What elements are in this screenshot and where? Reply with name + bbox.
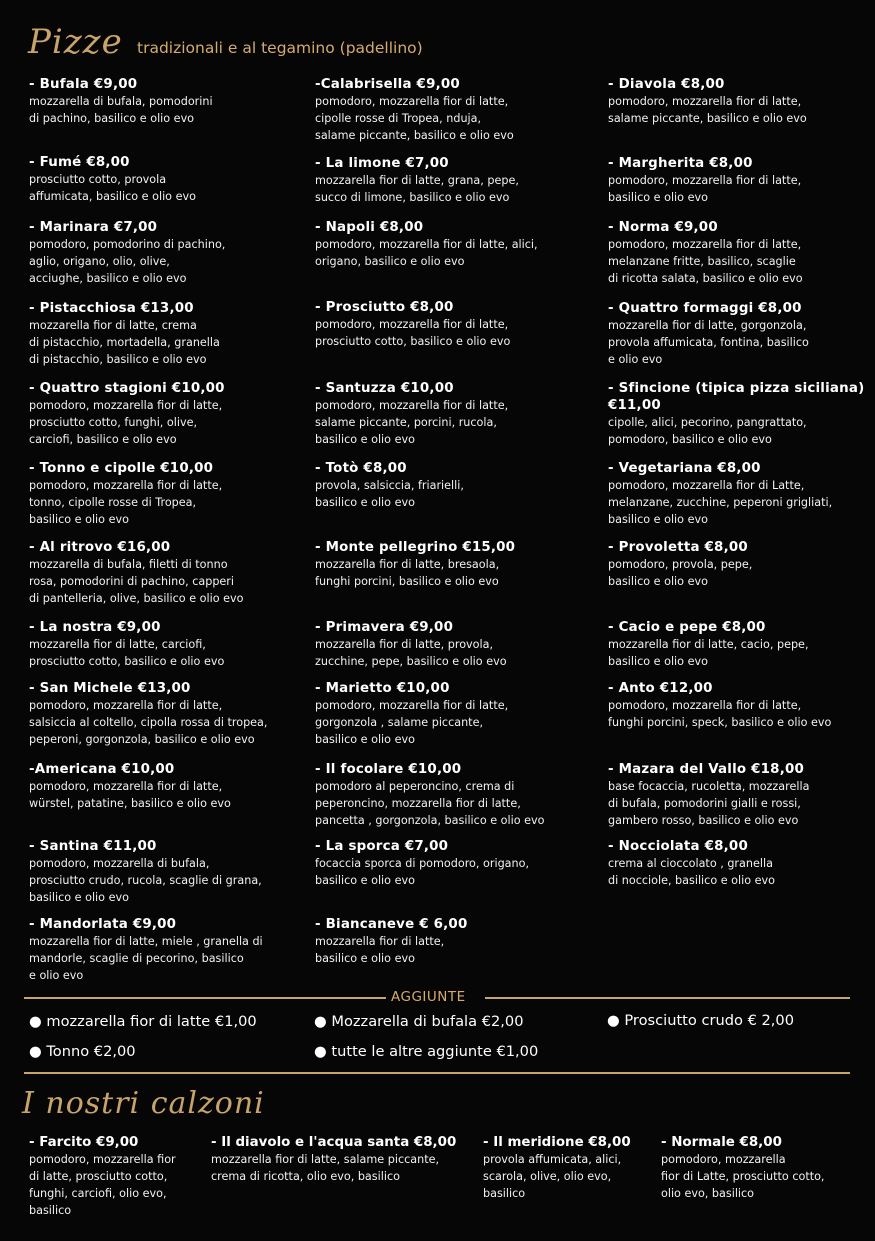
item-name: - Prosciutto €8,00 — [315, 300, 454, 315]
menu-item — [608, 838, 875, 889]
menu-item — [315, 761, 595, 829]
menu-item — [315, 380, 595, 448]
item-name: -Calabrisella €9,00 — [315, 77, 460, 92]
item-description: pomodoro, mozzarella fior di latte, prosciutto cotto, funghi, carciofi, olio evo, basilico — [29, 1153, 176, 1217]
item-description: mozzarella fior di latte, cacio, pepe, basilico e olio evo — [608, 638, 809, 668]
item-description: mozzarella fior di latte, provola, zucchine, pepe, basilico e olio evo — [315, 638, 507, 668]
calzone-item — [483, 1134, 631, 1202]
menu-item — [29, 838, 309, 906]
item-description: pomodoro al peperoncino, crema di peperoncino, mozzarella fior di latte, pancetta , gorgonzola, basilico e olio evo — [315, 780, 545, 827]
item-name: - Primavera €9,00 — [315, 620, 454, 635]
item-name: - Cacio e pepe €8,00 — [608, 620, 766, 635]
item-description: pomodoro, mozzarella fior di latte, salsiccia al coltello, cipolla rossa di tropea, peperoni, gorgonzola, basilico e olio evo — [29, 699, 268, 746]
item-name: - La nostra €9,00 — [29, 620, 161, 635]
menu-item — [315, 155, 595, 206]
menu-item — [29, 761, 309, 812]
menu-item — [315, 838, 595, 889]
pizze-title: Pizze — [28, 22, 123, 62]
item-description: mozzarella di bufala, pomodorini di pachino, basilico e olio evo — [29, 95, 213, 125]
calzone-item — [29, 1134, 176, 1219]
menu-item — [608, 619, 875, 670]
item-description: mozzarella fior di latte, basilico e olio evo — [315, 935, 445, 965]
item-description: pomodoro, mozzarella di bufala, prosciutto crudo, rucola, scaglie di grana, basilico e olio evo — [29, 857, 262, 904]
item-description: pomodoro, mozzarella fior di latte, salame piccante, basilico e olio evo — [608, 95, 807, 125]
menu-item — [315, 539, 595, 590]
menu-item — [29, 76, 309, 127]
menu-item — [29, 680, 309, 748]
calzone-item — [661, 1134, 825, 1202]
item-description: pomodoro, mozzarella fior di latte, würstel, patatine, basilico e olio evo — [29, 780, 231, 810]
addon-item: ● mozzarella fior di latte €1,00 — [29, 1013, 257, 1030]
item-name: - San Michele €13,00 — [29, 681, 191, 696]
pizze-subtitle: tradizionali e al tegamino (padellino) — [137, 39, 423, 57]
menu-item — [315, 299, 595, 350]
menu-item — [608, 76, 875, 127]
menu-item — [29, 219, 309, 287]
item-name: - La sporca €7,00 — [315, 839, 449, 854]
item-name: -Americana €10,00 — [29, 762, 175, 777]
item-name: - La limone €7,00 — [315, 156, 449, 171]
item-name: - Totò €8,00 — [315, 461, 407, 476]
menu-item — [29, 916, 309, 984]
item-name: - Farcito €9,00 — [29, 1135, 139, 1150]
calzone-item — [211, 1134, 456, 1185]
item-description: mozzarella fior di latte, gorgonzola, provola affumicata, fontina, basilico e olio evo — [608, 319, 809, 366]
item-name: - Monte pellegrino €15,00 — [315, 540, 516, 555]
item-name: - Biancaneve € 6,00 — [315, 917, 468, 932]
menu-item — [29, 380, 309, 448]
aggiunte-label: AGGIUNTE — [391, 989, 466, 1005]
item-description: mozzarella di bufala, filetti di tonno rosa, pomodorini di pachino, capperi di pantelleria, olive, basilico e olio evo — [29, 558, 244, 605]
menu-item — [29, 154, 309, 205]
menu-item — [608, 300, 875, 368]
item-name: - Fumé €8,00 — [29, 155, 130, 170]
item-name: - Il meridione €8,00 — [483, 1135, 631, 1150]
item-name: - Provoletta €8,00 — [608, 540, 748, 555]
item-description: pomodoro, mozzarella fior di latte, tonno, cipolle rosse di Tropea, basilico e olio evo — [29, 479, 223, 526]
item-description: provola, salsiccia, friarielli, basilico e olio evo — [315, 479, 464, 509]
menu-item — [315, 76, 595, 144]
item-name: - Norma €9,00 — [608, 220, 718, 235]
menu-item — [608, 539, 875, 590]
item-description: mozzarella fior di latte, bresaola, funghi porcini, basilico e olio evo — [315, 558, 500, 588]
menu-item — [29, 619, 309, 670]
menu-item — [29, 460, 309, 528]
item-description: pomodoro, mozzarella fior di latte, prosciutto cotto, funghi, olive, carciofi, basilico e olio evo — [29, 399, 223, 446]
addon-label: Mozzarella di bufala €2,00 — [331, 1013, 524, 1030]
item-description: pomodoro, mozzarella fior di latte, alici, origano, basilico e olio evo — [315, 238, 538, 268]
item-name: - Il diavolo e l'acqua santa €8,00 — [211, 1135, 457, 1150]
item-name: - Quattro formaggi €8,00 — [608, 301, 802, 316]
item-description: prosciutto cotto, provola affumicata, basilico e olio evo — [29, 173, 196, 203]
item-description: pomodoro, mozzarella fior di latte, melanzane fritte, basilico, scaglie di ricotta salata, basilico e olio evo — [608, 238, 803, 285]
item-description: base focaccia, rucoletta, mozzarella di bufala, pomodorini gialli e rossi, gambero rosso, basilico e olio evo — [608, 780, 810, 827]
item-description: pomodoro, mozzarella fior di latte, prosciutto cotto, basilico e olio evo — [315, 318, 511, 348]
addon-label: Prosciutto crudo € 2,00 — [624, 1012, 794, 1029]
addon-item: ● Mozzarella di bufala €2,00 — [314, 1013, 524, 1030]
menu-item — [315, 219, 595, 270]
item-name: - Santuzza €10,00 — [315, 381, 454, 396]
item-name: - Marietto €10,00 — [315, 681, 450, 696]
addon-label: tutte le altre aggiunte €1,00 — [331, 1043, 539, 1060]
addon-label: mozzarella fior di latte €1,00 — [46, 1013, 257, 1030]
item-description: focaccia sporca di pomodoro, origano, basilico e olio evo — [315, 857, 530, 887]
item-name: - Diavola €8,00 — [608, 77, 725, 92]
menu-item — [315, 619, 595, 670]
item-description: mozzarella fior di latte, carciofi, prosciutto cotto, basilico e olio evo — [29, 638, 225, 668]
item-name: - Margherita €8,00 — [608, 156, 753, 171]
item-name: - Normale €8,00 — [661, 1135, 782, 1150]
item-name: - Anto €12,00 — [608, 681, 713, 696]
item-name: - Mazara del Vallo €18,00 — [608, 762, 805, 777]
item-description: pomodoro, mozzarella fior di Latte, melanzane, zucchine, peperoni grigliati, basilico e olio evo — [608, 479, 833, 526]
item-name: - Napoli €8,00 — [315, 220, 424, 235]
item-description: mozzarella fior di latte, grana, pepe, succo di limone, basilico e olio evo — [315, 174, 519, 204]
divider-calzoni — [24, 1072, 850, 1074]
item-description: pomodoro, pomodorino di pachino, aglio, origano, olio, olive, acciughe, basilico e olio evo — [29, 238, 226, 285]
calzoni-title: I nostri calzoni — [22, 1086, 265, 1121]
item-description: pomodoro, mozzarella fior di Latte, prosciutto cotto, olio evo, basilico — [661, 1153, 825, 1200]
addon-label: Tonno €2,00 — [46, 1043, 136, 1060]
item-description: pomodoro, mozzarella fior di latte, funghi porcini, speck, basilico e olio evo — [608, 699, 832, 729]
item-description: pomodoro, mozzarella fior di latte, gorgonzola , salame piccante, basilico e olio evo — [315, 699, 509, 746]
item-name: - Bufala €9,00 — [29, 77, 138, 92]
item-name: - Mandorlata €9,00 — [29, 917, 177, 932]
item-description: pomodoro, mozzarella fior di latte, basilico e olio evo — [608, 174, 802, 204]
menu-item — [29, 300, 309, 368]
menu-item — [315, 916, 595, 967]
menu-item — [315, 680, 595, 748]
item-description: mozzarella fior di latte, salame piccante, crema di ricotta, olio evo, basilico — [211, 1153, 440, 1183]
menu-item — [608, 460, 875, 528]
divider-left — [24, 997, 386, 999]
item-name: - Pistacchiosa €13,00 — [29, 301, 194, 316]
menu-item — [608, 219, 875, 287]
item-description: pomodoro, mozzarella fior di latte, cipolle rosse di Tropea, nduja, salame piccante, basilico e olio evo — [315, 95, 514, 142]
addon-item: ● Prosciutto crudo € 2,00 — [607, 1012, 794, 1029]
menu-item — [608, 155, 875, 206]
divider-right — [485, 997, 850, 999]
item-description: crema al cioccolato , granella di nocciole, basilico e olio evo — [608, 857, 775, 887]
menu-item — [29, 539, 309, 607]
menu-item — [315, 460, 595, 511]
item-description: cipolle, alici, pecorino, pangrattato, pomodoro, basilico e olio evo — [608, 416, 807, 446]
item-name: - Marinara €7,00 — [29, 220, 158, 235]
item-name: - Sfincione (tipica pizza siciliana) €11,00 — [608, 381, 865, 413]
item-name: - Al ritrovo €16,00 — [29, 540, 171, 555]
menu-item — [608, 761, 875, 829]
item-description: pomodoro, provola, pepe, basilico e olio evo — [608, 558, 753, 588]
item-name: - Santina €11,00 — [29, 839, 157, 854]
item-description: pomodoro, mozzarella fior di latte, salame piccante, porcini, rucola, basilico e olio evo — [315, 399, 509, 446]
item-description: mozzarella fior di latte, miele , granella di mandorle, scaglie di pecorino, basilico e olio evo — [29, 935, 263, 982]
menu-item — [608, 380, 875, 448]
item-name: - Quattro stagioni €10,00 — [29, 381, 225, 396]
addon-item: ● tutte le altre aggiunte €1,00 — [314, 1043, 539, 1060]
addon-item: ● Tonno €2,00 — [29, 1043, 136, 1060]
item-name: - Vegetariana €8,00 — [608, 461, 761, 476]
item-name: - Tonno e cipolle €10,00 — [29, 461, 214, 476]
menu-item — [608, 680, 875, 731]
item-description: mozzarella fior di latte, crema di pistacchio, mortadella, granella di pistacchio, basilico e olio evo — [29, 319, 220, 366]
item-description: provola affumicata, alici, scarola, olive, olio evo, basilico — [483, 1153, 622, 1200]
item-name: - Il focolare €10,00 — [315, 762, 462, 777]
item-name: - Nocciolata €8,00 — [608, 839, 748, 854]
